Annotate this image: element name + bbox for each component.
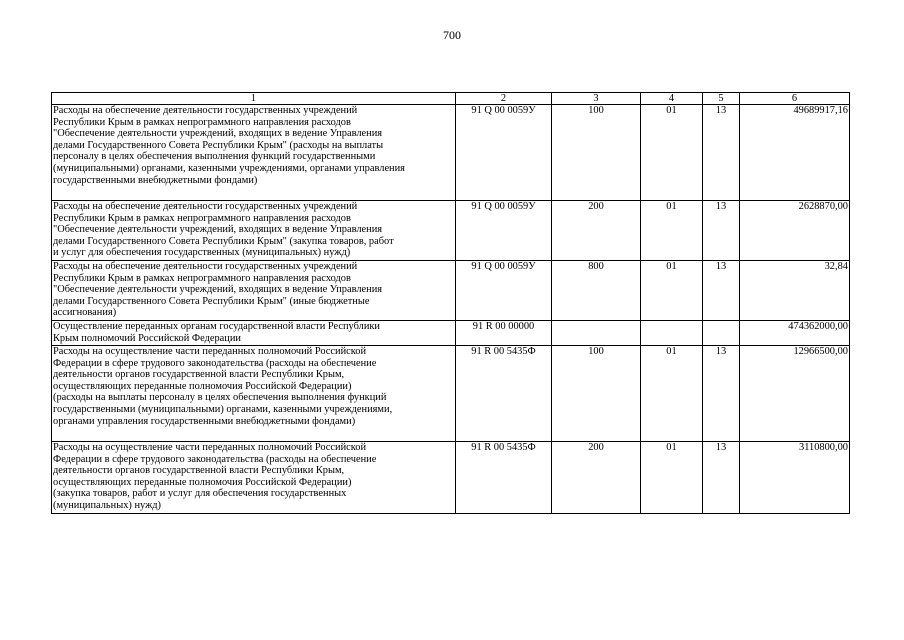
- row-amount: 49689917,16: [740, 105, 850, 201]
- table-row: [52, 105, 850, 201]
- header-col-5: 5: [703, 93, 740, 105]
- table-row: [52, 442, 850, 514]
- row-code: 91 Q 00 0059У: [456, 201, 552, 261]
- row-description: Расходы на обеспечение деятельности государственных учреждений Республики Крым в рамках непрограммного направления расходов "Обеспечение деятельности учреждений, входящих в ведение Управления делами Государственного Совета Республики Крым" (иные бюджетные ассигнования): [52, 261, 456, 321]
- header-row: [52, 93, 850, 105]
- row-col4: [641, 321, 703, 346]
- row-col4: 01: [641, 346, 703, 442]
- row-col3: 800: [552, 261, 641, 321]
- row-code: 91 R 00 5435Ф: [456, 442, 552, 514]
- table-row: [52, 346, 850, 442]
- row-col3: 200: [552, 442, 641, 514]
- table-row: [52, 201, 850, 261]
- row-amount: 3110800,00: [740, 442, 850, 514]
- row-col4: 01: [641, 201, 703, 261]
- row-description: Расходы на обеспечение деятельности государственных учреждений Республики Крым в рамках непрограммного направления расходов "Обеспечение деятельности учреждений, входящих в ведение Управления делами Государственного Совета Республики Крым" (расходы на выплаты персоналу в целях обеспечения выполнения функций государственными (муниципальными) органами, казенными учреждениями, органами управления государственными внебюджетными фондами): [52, 105, 456, 201]
- row-col5: 13: [703, 442, 740, 514]
- row-col4: 01: [641, 442, 703, 514]
- row-col5: 13: [703, 261, 740, 321]
- table-row: [52, 321, 850, 346]
- row-col5: [703, 321, 740, 346]
- page-number: 700: [443, 28, 461, 42]
- header-col-4: 4: [641, 93, 703, 105]
- header-col-1: 1: [52, 93, 456, 105]
- row-description: Расходы на осуществление части переданных полномочий Российской Федерации в сфере трудового законодательства (расходы на обеспечение деятельности органов государственной власти Республики Крым, осуществляющих переданные полномочия Российской Федерации) (расходы на выплаты персоналу в целях обеспечения выполнения функций государственными (муниципальными) органами, казенными учреждениями, органами управления государственными внебюджетными фондами): [52, 346, 456, 442]
- header-col-3: 3: [552, 93, 641, 105]
- row-col5: 13: [703, 201, 740, 261]
- row-description: Осуществление переданных органам государственной власти Республики Крым полномочий Российской Федерации: [52, 321, 456, 346]
- row-col5: 13: [703, 105, 740, 201]
- row-amount: 2628870,00: [740, 201, 850, 261]
- row-col4: 01: [641, 261, 703, 321]
- row-col4: 01: [641, 105, 703, 201]
- row-code: 91 Q 00 0059У: [456, 105, 552, 201]
- row-code: 91 R 00 5435Ф: [456, 346, 552, 442]
- row-col3: 100: [552, 105, 641, 201]
- row-amount: 32,84: [740, 261, 850, 321]
- row-amount: 474362000,00: [740, 321, 850, 346]
- row-code: 91 Q 00 0059У: [456, 261, 552, 321]
- row-col5: 13: [703, 346, 740, 442]
- row-col3: 100: [552, 346, 641, 442]
- header-col-2: 2: [456, 93, 552, 105]
- row-col3: [552, 321, 641, 346]
- row-description: Расходы на обеспечение деятельности государственных учреждений Республики Крым в рамках непрограммного направления расходов "Обеспечение деятельности учреждений, входящих в ведение Управления делами Государственного Совета Республики Крым" (закупка товаров, работ и услуг для обеспечения государственных (муниципальных) нужд): [52, 201, 456, 261]
- row-description: Расходы на осуществление части переданных полномочий Российской Федерации в сфере трудового законодательства (расходы на обеспечение деятельности органов государственной власти Республики Крым, осуществляющих переданные полномочия Российской Федерации) (закупка товаров, работ и услуг для обеспечения государственных (муниципальных) нужд): [52, 442, 456, 514]
- row-amount: 12966500,00: [740, 346, 850, 442]
- budget-table: [51, 92, 850, 514]
- table-row: [52, 261, 850, 321]
- row-code: 91 R 00 00000: [456, 321, 552, 346]
- header-col-6: 6: [740, 93, 850, 105]
- row-col3: 200: [552, 201, 641, 261]
